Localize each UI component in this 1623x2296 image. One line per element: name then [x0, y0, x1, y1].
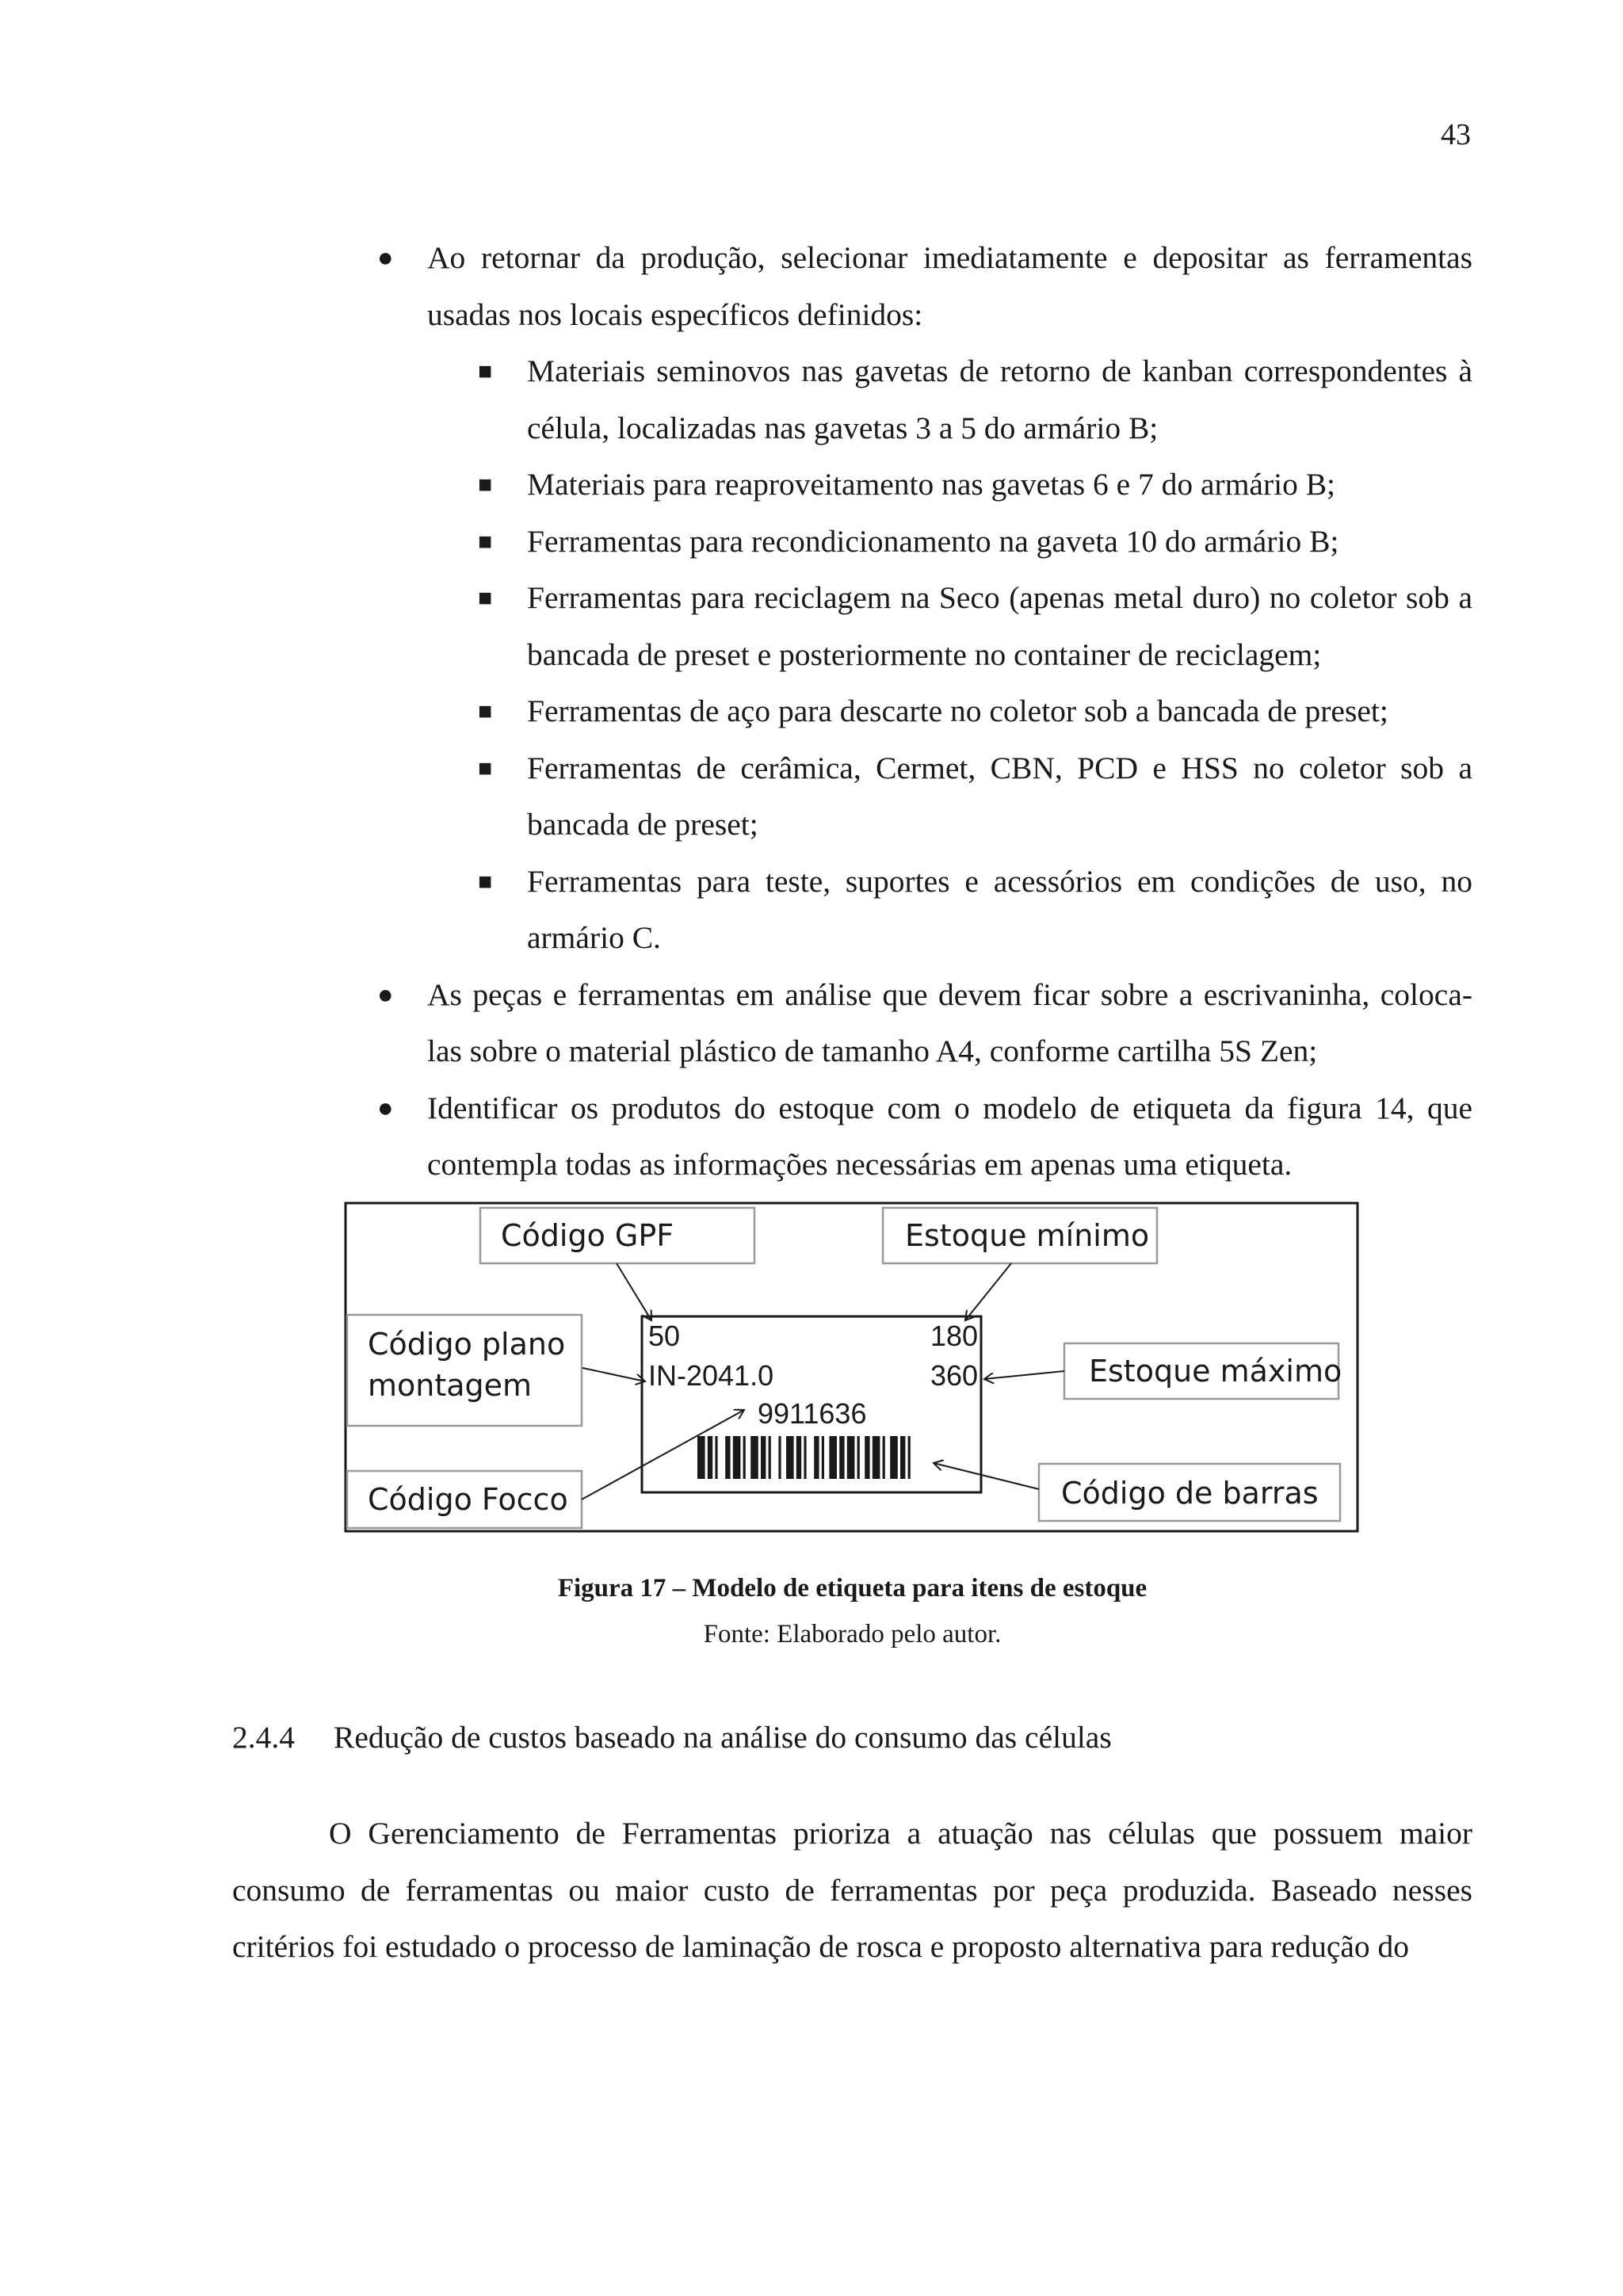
- section-number: 2.4.4: [232, 1720, 295, 1755]
- bullet-dot-icon: ●: [377, 243, 394, 273]
- label-montagem: montagem: [368, 1368, 533, 1403]
- barcode-bar: [908, 1436, 911, 1479]
- barcode-bar: [857, 1436, 860, 1479]
- label-codigo-barras: Código de barras: [1061, 1476, 1319, 1511]
- label-figure: [344, 1201, 1359, 1533]
- tag-focco-value: 9911636: [758, 1397, 867, 1430]
- body-paragraph: O Gerenciamento de Ferramentas prioriza a atuação nas células que possuem maior consumo de ferramentas ou maior custo de ferramentas por peça produzida. Baseado nesses critérios foi estudado o processo de laminação de rosca e proposto alternativa para redução do: [232, 1816, 1472, 1964]
- square-bullet-icon: ■: [478, 755, 493, 781]
- section-heading: [232, 1713, 1472, 1761]
- barcode-bar: [750, 1436, 758, 1479]
- label-estoque-maximo: Estoque máximo: [1089, 1354, 1342, 1389]
- tag-min-value: 180: [930, 1320, 979, 1352]
- barcode-bar: [847, 1436, 855, 1479]
- barcode-bar: [786, 1436, 794, 1479]
- barcode-bar: [829, 1436, 837, 1479]
- min-arrow: [965, 1263, 1011, 1320]
- barcode-bar: [839, 1436, 844, 1479]
- sub-bullet-item: ■ Ferramentas de cerâmica, Cermet, CBN, PCD e HSS no coletor sob a bancada de preset;: [232, 740, 1472, 854]
- barcode-bar: [733, 1436, 741, 1479]
- barcode-bar: [814, 1436, 819, 1479]
- max-arrow: [984, 1371, 1064, 1379]
- tag-gpf-value: 50: [648, 1320, 681, 1352]
- barcode-bar: [743, 1436, 746, 1479]
- bullet-item: ● Ao retornar da produção, selecionar imediatamente e depositar as ferramentas usadas nos locais específicos definidos:: [232, 230, 1472, 343]
- sub-bullet-item: ■ Ferramentas para reciclagem na Seco (apenas metal duro) no coletor sob a bancada de preset e posteriormente no container de reciclagem;: [232, 570, 1472, 683]
- plano-arrow: [582, 1368, 645, 1381]
- bullet-item: ● As peças e ferramentas em análise que devem ficar sobre a escrivaninha, coloca-las sobre o material plástico de tamanho A4, conforme cartilha 5S Zen;: [232, 967, 1472, 1080]
- barcode-bar: [865, 1436, 869, 1479]
- sub-bullet-item: ■ Ferramentas para recondicionamento na gaveta 10 do armário B;: [232, 514, 1472, 571]
- barcode-bar: [890, 1436, 898, 1479]
- barcode-bar: [873, 1436, 880, 1479]
- square-bullet-icon: ■: [478, 698, 493, 724]
- label-codigo-gpf: Código GPF: [501, 1218, 674, 1253]
- barcode-bar: [778, 1436, 781, 1479]
- bullet-dot-icon: ●: [377, 1093, 394, 1123]
- tag-plano-value: IN-2041.0: [648, 1359, 774, 1392]
- sub-bullet-item: ■ Ferramentas de aço para descarte no coletor sob a bancada de preset;: [232, 683, 1472, 740]
- sub-bullet-item: ■ Materiais seminovos nas gavetas de retorno de kanban correspondentes à célula, localizadas nas gavetas 3 a 5 do armário B;: [232, 343, 1472, 457]
- square-bullet-icon: ■: [478, 472, 493, 498]
- figure-caption: Figura 17 – Modelo de etiqueta para itens de estoque: [557, 1574, 1148, 1603]
- square-bullet-icon: ■: [478, 528, 493, 555]
- barcode-bar: [883, 1436, 885, 1479]
- square-bullet-icon: ■: [478, 358, 493, 384]
- tag-max-value: 360: [930, 1359, 979, 1392]
- barcode-bar: [804, 1436, 806, 1479]
- barcode-bar: [822, 1436, 824, 1479]
- barcode-bar: [715, 1436, 717, 1479]
- barcode-bar: [708, 1436, 712, 1479]
- barcode-bar: [796, 1436, 801, 1479]
- bullet-dot-icon: ●: [377, 980, 394, 1010]
- bullet-item: ● Identificar os produtos do estoque com o modelo de etiqueta da figura 14, que contempla todas as informações necessárias em apenas uma etiqueta.: [232, 1080, 1472, 1194]
- square-bullet-icon: ■: [478, 868, 493, 895]
- page-number: 43: [1441, 118, 1471, 151]
- barcode-bar: [769, 1436, 771, 1479]
- barcode-bar: [761, 1436, 766, 1479]
- square-bullet-icon: ■: [478, 585, 493, 611]
- bullet-list: [232, 230, 1472, 1194]
- figure-source: Fonte: Elaborado pelo autor.: [703, 1620, 1002, 1648]
- label-codigo-focco: Código Focco: [368, 1482, 568, 1517]
- label-estoque-minimo: Estoque mínimo: [905, 1218, 1150, 1253]
- sub-bullet-item: ■ Ferramentas para teste, suportes e acessórios em condições de uso, no armário C.: [232, 854, 1472, 967]
- barcode-bar: [900, 1436, 905, 1479]
- barcode-bar: [725, 1436, 730, 1479]
- section-title: Redução de custos baseado na análise do consumo das células: [334, 1720, 1112, 1755]
- sub-bullet-item: ■ Materiais para reaproveitamento nas gavetas 6 e 7 do armário B;: [232, 457, 1472, 514]
- barcode-bar: [697, 1436, 705, 1479]
- barcode: [697, 1436, 911, 1479]
- gpf-arrow: [617, 1263, 651, 1320]
- label-codigo-plano: Código plano: [368, 1327, 566, 1362]
